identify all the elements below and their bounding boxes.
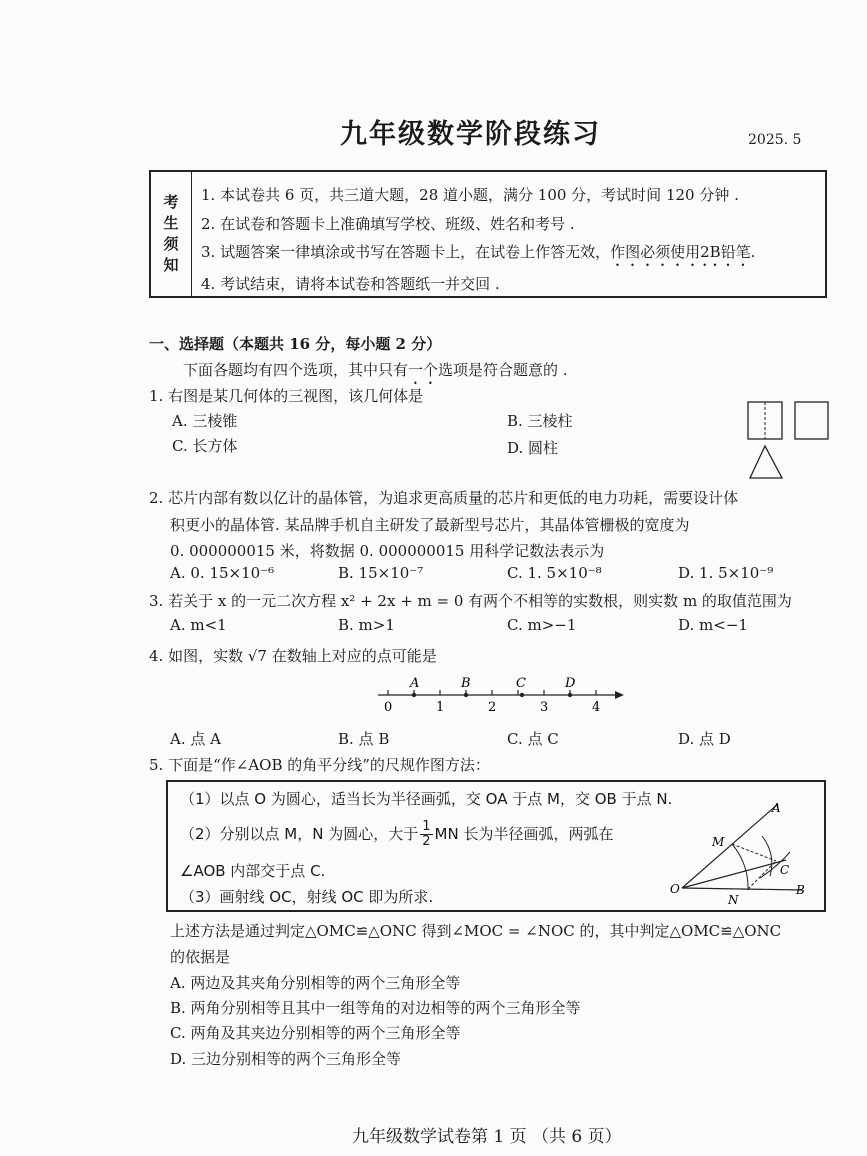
notice-label-char: 知	[163, 256, 179, 274]
figure-label: N	[728, 893, 739, 907]
question-5-stem: 5. 下面是“作∠AOB 的角平分线”的尺规作图方法：	[149, 756, 490, 774]
q2-option-a: A. 0. 15×10⁻⁶	[170, 564, 275, 582]
notice-item-text: 3. 试题答案一律填涂或书写在答题卡上，在试卷上作答无效，	[201, 243, 611, 261]
notice-item	[201, 238, 755, 270]
q1-option-b: B. 三棱柱	[507, 412, 573, 430]
side-view-rect	[795, 402, 828, 439]
q5-option-d: D. 三边分别相等的两个三角形全等	[170, 1050, 402, 1068]
axis-point-label: C	[516, 676, 526, 691]
method-step: ∠AOB 内部交于点 C.	[180, 862, 326, 880]
notice-item: 2. 在试卷和答题卡上准确填写学校、班级、姓名和考号 .	[201, 214, 575, 233]
question-2-line: 0. 000000015 米，将数据 0. 000000015 用科学记数法表示为	[170, 542, 605, 560]
section-intro-text: 下面各题均有四个选项，其中只有	[183, 361, 409, 379]
axis-tick-label: 0	[384, 700, 393, 715]
notice-item: 4. 考试结束，请将本试卷和答题纸一并交回 .	[201, 275, 500, 293]
q3-option-b: B. m>1	[338, 616, 395, 634]
ray-ob	[682, 888, 802, 890]
question-1-stem: 1. 右图是某几何体的三视图，该几何体是	[149, 387, 424, 405]
question-5-text: 的依据是	[170, 948, 231, 966]
section-intro-text: 选项是符合题意的 .	[438, 361, 568, 379]
q4-option-a: A. 点 A	[170, 730, 221, 748]
q2-option-c: C. 1. 5×10⁻⁸	[507, 564, 602, 582]
page-title: 九年级数学阶段练习	[340, 119, 601, 150]
figure-label: A	[772, 801, 781, 815]
axis-tick-label: 2	[488, 700, 497, 715]
notice-item-emphasis: 作图必须使用2B铅笔.	[610, 243, 756, 261]
top-view-triangle	[750, 446, 782, 478]
fraction-half	[420, 820, 432, 849]
question-3-stem: 3. 若关于 x 的一元二次方程 x² + 2x + m = 0 有两个不相等的实数根，则实数 m 的取值范围为	[149, 592, 792, 610]
question-5-text: 上述方法是通过判定△OMC≌△ONC 得到∠MOC = ∠NOC 的，其中判定△OMC≌△ONC	[170, 922, 782, 940]
q2-option-d: D. 1. 5×10⁻⁹	[678, 564, 774, 582]
fraction-numerator: 1	[422, 819, 431, 834]
page-footer: 九年级数学试卷第 1 页 （共 6 页）	[352, 1127, 622, 1147]
q2-option-b: B. 15×10⁻⁷	[338, 564, 424, 582]
exam-notice-box	[149, 170, 827, 298]
fraction-denominator: 2	[422, 834, 431, 849]
q5-option-b: B. 两角分别相等且其中一组等角的对边相等的两个三角形全等	[170, 999, 581, 1017]
q3-option-a: A. m<1	[170, 616, 227, 634]
notice-label	[151, 172, 192, 296]
axis-point-label: D	[565, 676, 576, 691]
angle-bisector-figure	[666, 800, 816, 910]
q5-option-a: A. 两边及其夹角分别相等的两个三角形全等	[170, 974, 461, 992]
section-heading: 一、选择题（本题共 16 分，每小题 2 分）	[149, 335, 442, 353]
q3-option-c: C. m>−1	[507, 616, 577, 634]
axis-tick-label: 4	[592, 700, 601, 715]
question-4-stem: 4. 如图，实数 √7 在数轴上对应的点可能是	[149, 647, 437, 665]
figure-label: O	[670, 882, 680, 896]
q4-option-c: C. 点 C	[507, 730, 559, 748]
construction-method-box	[166, 780, 826, 912]
notice-label-char: 须	[163, 235, 179, 253]
q1-option-d: D. 圆柱	[507, 439, 559, 457]
notice-label-char: 生	[163, 214, 179, 232]
q1-option-c: C. 长方体	[172, 437, 238, 455]
number-line-figure	[370, 672, 630, 716]
axis-point-label: A	[410, 676, 420, 691]
q4-option-d: D. 点 D	[678, 730, 731, 748]
q4-option-b: B. 点 B	[338, 730, 390, 748]
question-2-line: 2. 芯片内部有数以亿计的晶体管，为追求更高质量的芯片和更低的电力功耗，需要设计体	[149, 489, 739, 507]
method-step-text: （2）分别以点 M，N 为圆心，大于	[180, 825, 419, 843]
axis-tick-label: 3	[540, 700, 549, 715]
notice-label-char: 考	[163, 193, 179, 211]
method-step: （1）以点 O 为圆心，适当长为半径画弧，交 OA 于点 M，交 OB 于点 N.	[180, 790, 673, 808]
axis-tick-label: 1	[436, 700, 445, 715]
three-view-figure	[745, 400, 835, 482]
method-step-text: MN 长为半径画弧，两弧在	[434, 825, 614, 843]
exam-date: 2025. 5	[748, 132, 802, 148]
notice-item: 1. 本试卷共 6 页，共三道大题，28 道小题，满分 100 分，考试时间 120 分钟 .	[201, 186, 739, 204]
q5-option-c: C. 两角及其夹边分别相等的两个三角形全等	[170, 1024, 461, 1042]
q3-option-d: D. m<−1	[678, 616, 748, 634]
q1-option-a: A. 三棱锥	[172, 412, 238, 430]
method-step: （3）画射线 OC，射线 OC 即为所求.	[180, 888, 434, 906]
number-line-arrow	[615, 691, 624, 699]
method-step	[180, 820, 613, 849]
arc-mn	[732, 844, 748, 890]
notice-items	[201, 181, 755, 299]
section-intro-emphasis: 一个	[408, 361, 439, 379]
figure-label: C	[780, 863, 790, 877]
axis-point-label: B	[461, 676, 471, 691]
figure-label: B	[796, 883, 805, 897]
figure-label: M	[712, 835, 725, 849]
question-2-line: 积更小的晶体管. 某品牌手机自主研发了最新型号芯片，其晶体管栅极的宽度为	[170, 516, 690, 534]
